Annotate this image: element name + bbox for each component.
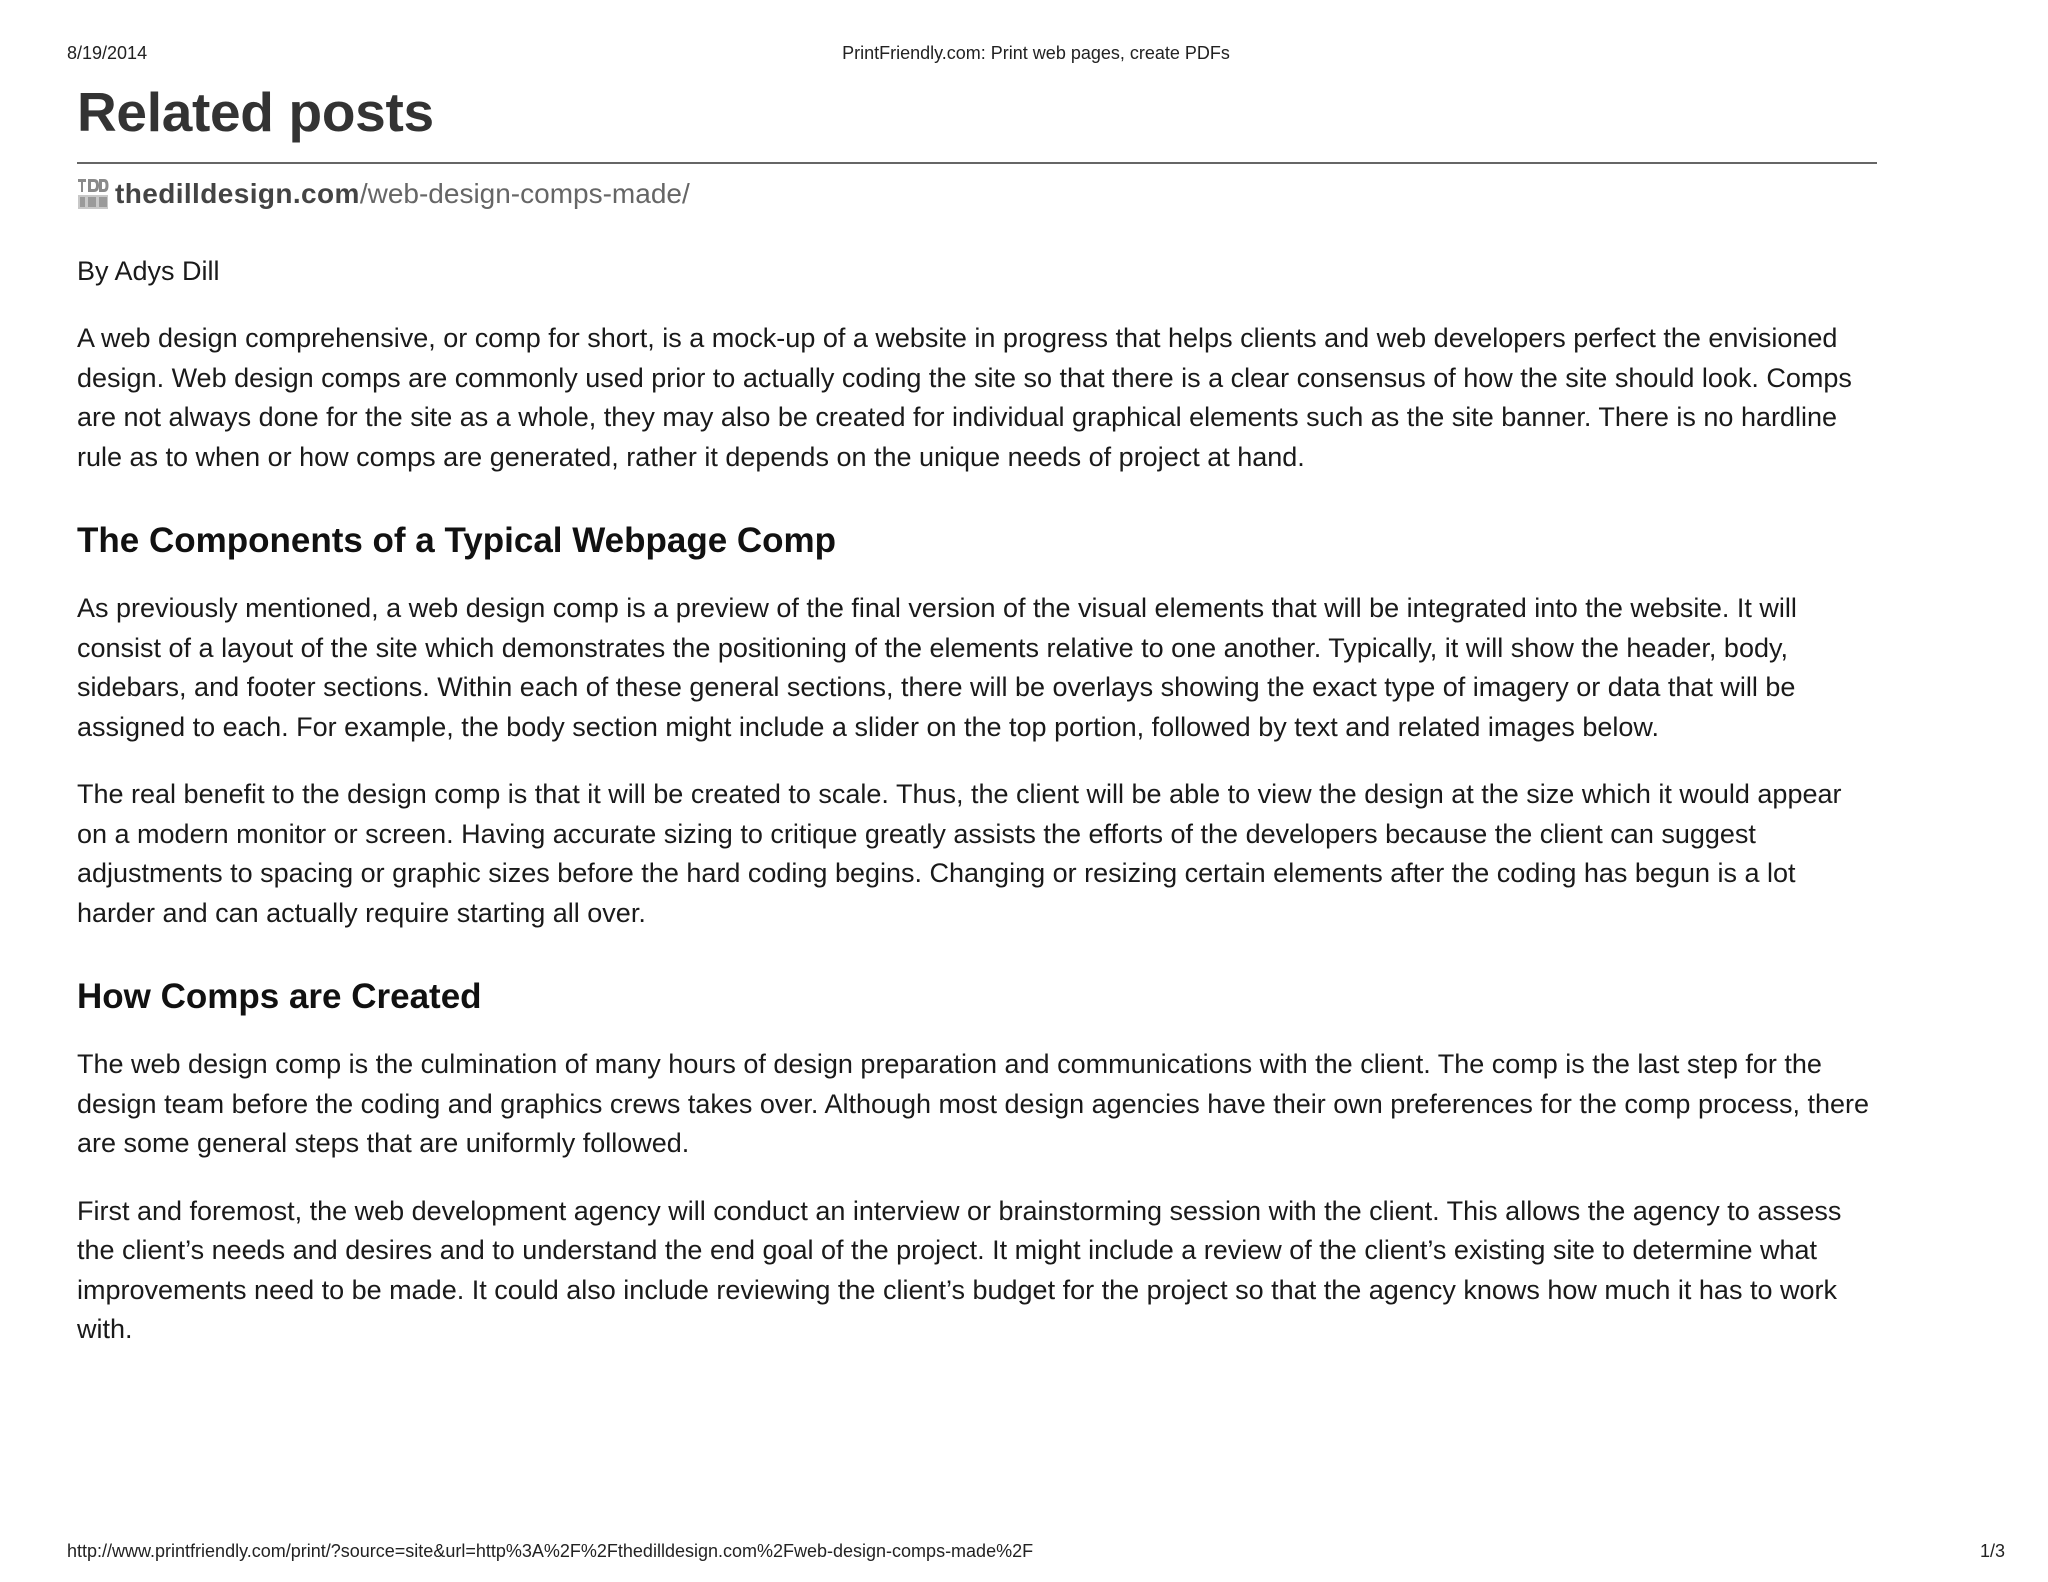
tdd-logo-icon — [77, 178, 109, 210]
source-link[interactable] — [77, 174, 1877, 214]
how-created-paragraph-2: First and foremost, the web development agency will conduct an interview or brainstorming session with the client. This allows the agency to assess the client’s needs and desires and to understand the end goal of the project. It might include a review of the client’s existing site to determine what improvements need to be made. It could also include reviewing the client’s budget for the project so that the agency knows how much it has to work with. — [77, 1195, 1842, 1344]
byline: By Adys Dill — [77, 256, 220, 286]
print-date: 8/19/2014 — [67, 43, 148, 63]
source-path: /web-design-comps-made/ — [359, 178, 690, 209]
print-header — [67, 43, 2005, 67]
title-divider — [77, 162, 1877, 164]
print-page-title: PrintFriendly.com: Print web pages, create PDFs — [842, 43, 1230, 63]
intro-paragraph: A web design comprehensive, or comp for short, is a mock-up of a website in progress that helps clients and web developers perfect the envisioned design. Web design comps are commonly used prior to actually coding the site so that there is a clear consensus of how the site should look. Comps are not always done for the site as a whole, they may also be created for individual graphical elements such as the site banner. There is no hardline rule as to when or how comps are generated, rather it depends on the unique needs of project at hand. — [77, 323, 1852, 472]
how-created-paragraph-1: The web design comp is the culmination of many hours of design preparation and communications with the client. The comp is the last step for the design team before the coding and graphics crews takes over. Although most design agencies have their own preferences for the comp process, there are some general steps that are uniformly followed. — [77, 1049, 1870, 1158]
print-footer — [67, 1541, 2005, 1565]
section-heading-components: The Components of a Typical Webpage Comp — [77, 521, 837, 560]
page-title: Related posts — [77, 81, 434, 143]
section-heading-how-created: How Comps are Created — [77, 977, 482, 1016]
source-domain: thedilldesign.com — [115, 178, 360, 209]
page-number: 1/3 — [1979, 1541, 2005, 1561]
components-paragraph-2: The real benefit to the design comp is that it will be created to scale. Thus, the client will be able to view the design at the size which it would appear on a modern monitor or screen. Having accurate sizing to critique greatly assists the efforts of the developers because the client can suggest adjustments to spacing or graphic sizes before the hard coding begins. Changing or resizing certain elements after the coding has begun is a lot harder and can actually require starting all over. — [77, 779, 1842, 928]
print-url: http://www.printfriendly.com/print/?source=site&url=http%3A%2F%2Fthedilldesign.com%2Fweb-design-comps-made%2F — [67, 1541, 1034, 1561]
components-paragraph-1: As previously mentioned, a web design comp is a preview of the final version of the visual elements that will be integrated into the website. It will consist of a layout of the site which demonstrates the positioning of the elements relative to one another. Typically, it will show the header, body, sidebars, and footer sections. Within each of these general sections, there will be overlays showing the exact type of imagery or data that will be assigned to each. For example, the body section might include a slider on the top portion, followed by text and related images below. — [77, 593, 1797, 742]
article-body — [77, 319, 1877, 1350]
article-content — [77, 76, 1877, 1350]
